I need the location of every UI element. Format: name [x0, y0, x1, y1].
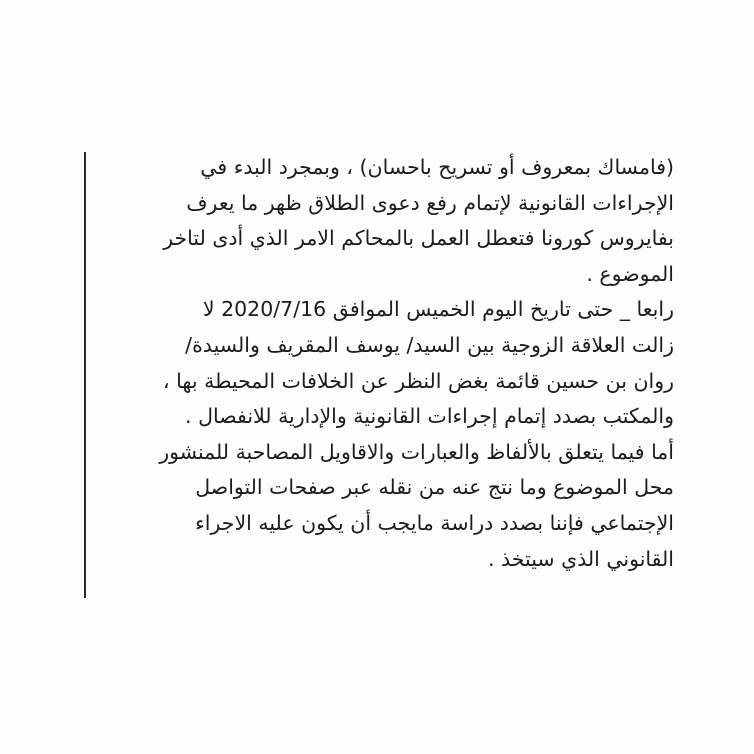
text-line: القانوني الذي سيتخذ .	[487, 546, 674, 571]
text-line: بفايروس كورونا فتعطل العمل بالمحاكم الامر الذي أدى لتاخر	[163, 226, 674, 251]
text-line: زالت العلاقة الزوجية بين السيد/ يوسف المقريف والسيدة/	[185, 332, 674, 357]
text-line: روان بن حسين قائمة بغض النظر عن الخلافات المحيطة بها ،	[163, 368, 674, 393]
text-line: الإجراءات القانونية لإتمام رفع دعوى الطلاق ظهر ما يعرف	[186, 190, 674, 215]
left-margin-line	[84, 152, 86, 598]
text-line: أما فيما يتعلق بالألفاظ والعبارات والاقاويل المصاحبة للمنشور	[159, 439, 674, 464]
text-line: (فامساك بمعروف أو تسريح باحسان) ، وبمجرد البدء في	[200, 155, 674, 179]
document-text	[100, 150, 674, 577]
text-line: محل الموضوع وما نتج عنه من نقله عبر صفحات التواصل	[195, 475, 674, 500]
text-line: الموضوع .	[586, 261, 674, 286]
text-line: الإجتماعي فإننا بصدد دراسة مايجب أن يكون عليه الاجراء	[195, 510, 674, 535]
text-line: والمكتب بصدد إتمام إجراءات القانونية والإدارية للانفصال .	[185, 404, 674, 429]
text-line: رابعا _ حتى تاريخ اليوم الخميس الموافق 2020/7/16 لا	[202, 297, 674, 322]
